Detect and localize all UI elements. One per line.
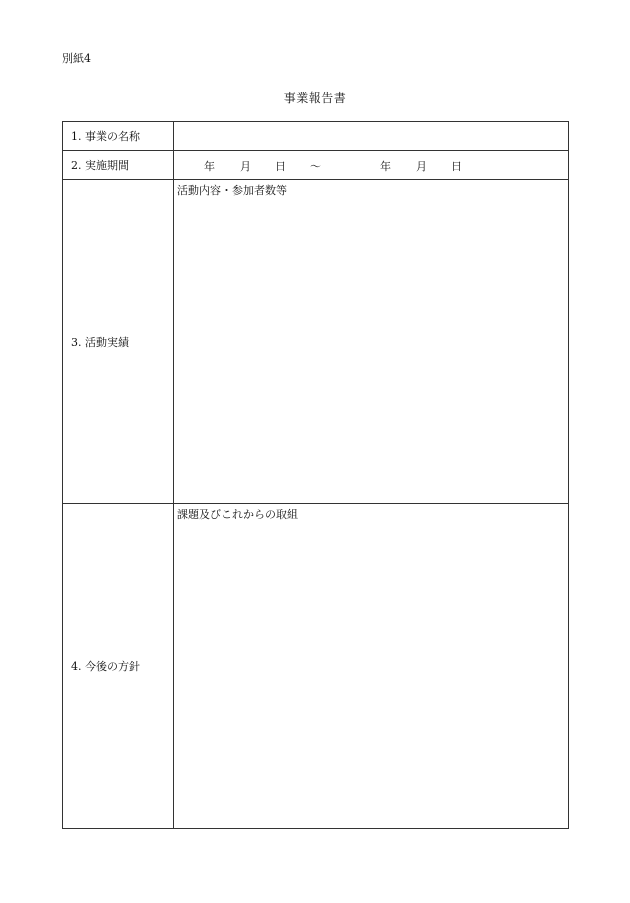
project-name-field[interactable] [174, 122, 569, 151]
row-policy [63, 504, 569, 829]
period-separator: ～ [310, 160, 321, 173]
period-end-day: 日 [451, 160, 462, 173]
report-table [62, 121, 569, 829]
policy-field[interactable] [174, 504, 569, 829]
period-start-month: 月 [240, 160, 251, 173]
row-activity [63, 180, 569, 504]
row-project-name [63, 122, 569, 151]
period-end-month: 月 [416, 160, 427, 173]
period-end-year: 年 [380, 160, 391, 173]
policy-label: 4. 今後の方針 [63, 504, 174, 829]
activity-label: 3. 活動実績 [63, 180, 174, 504]
period-start-year: 年 [204, 160, 215, 173]
period-start-day: 日 [275, 160, 286, 173]
period-field[interactable] [174, 151, 569, 180]
activity-field[interactable] [174, 180, 569, 504]
attachment-label: 別紙4 [62, 52, 91, 65]
activity-caption: 活動内容・参加者数等 [177, 184, 287, 197]
period-label: 2. 実施期間 [63, 151, 174, 180]
document-title: 事業報告書 [283, 91, 347, 105]
project-name-label: 1. 事業の名称 [63, 122, 174, 151]
row-period [63, 151, 569, 180]
policy-caption: 課題及びこれからの取組 [177, 508, 298, 521]
